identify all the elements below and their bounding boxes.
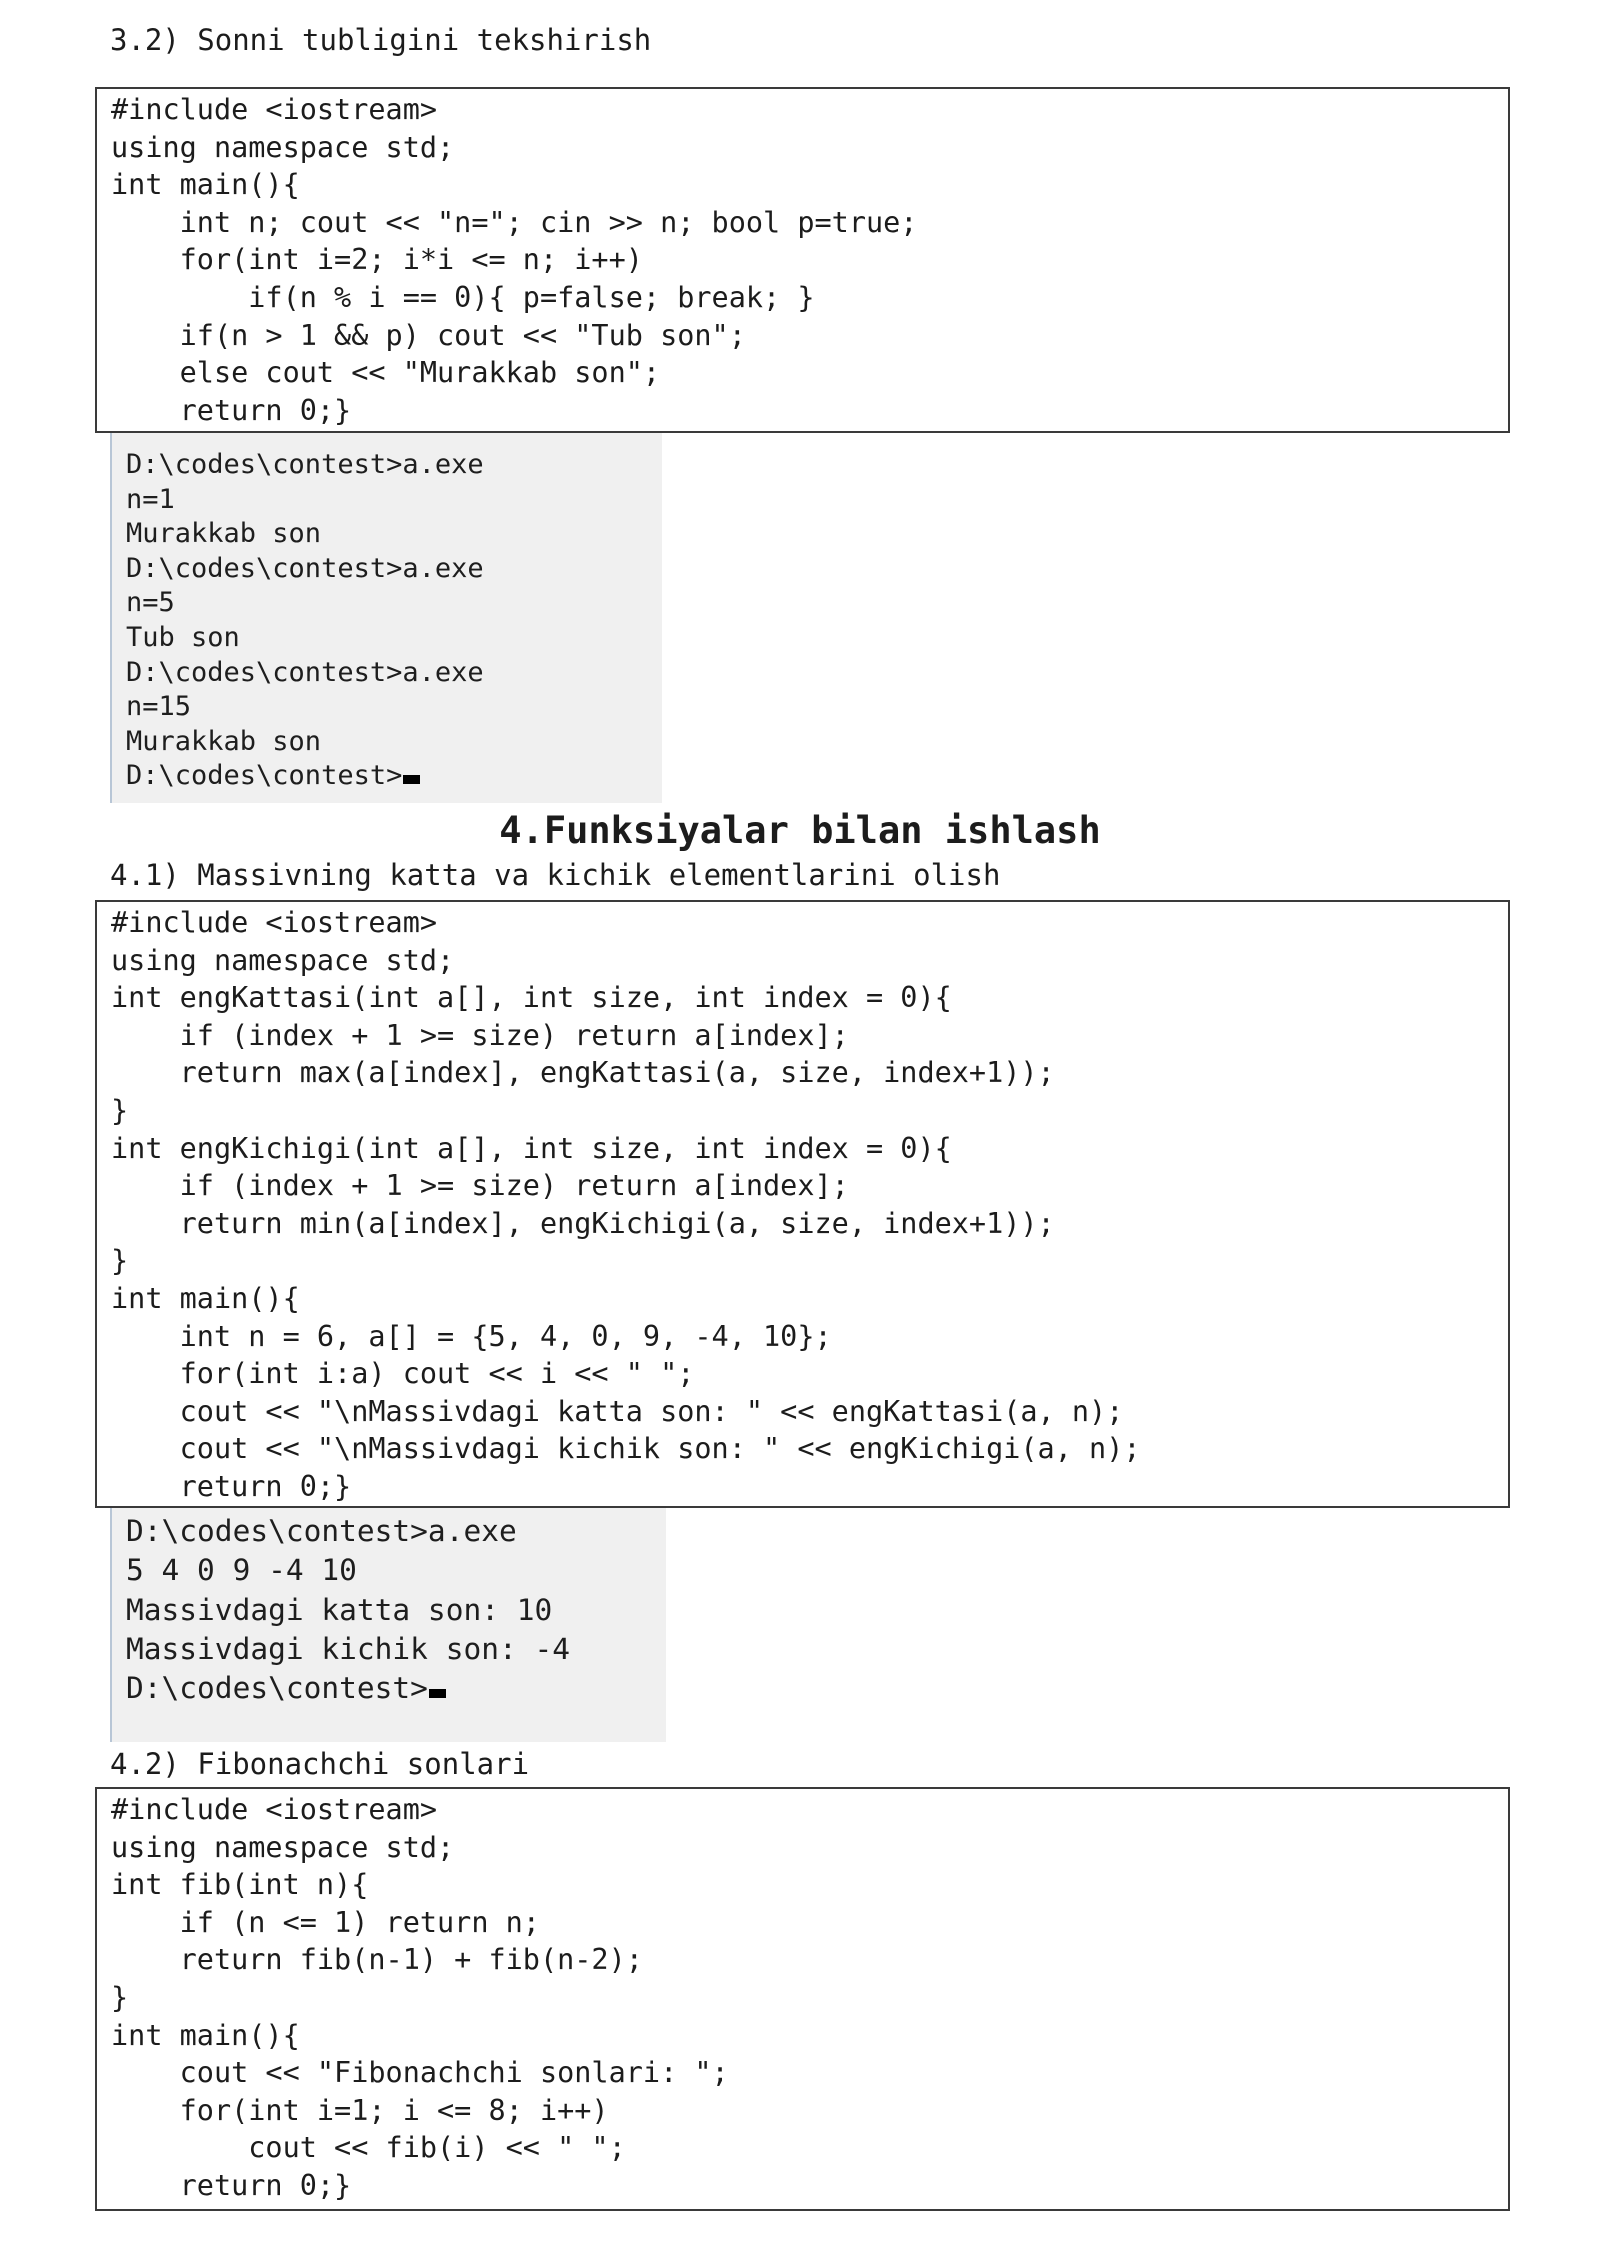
code-listing-fibonacci: #include <iostream> using namespace std; int fib(int n){ if (n <= 1) return n; return fib(n-1) + fib(n-2); } int main(){ cout << "Fibonachchi sonlari: "; for(int i=1; i <= 8; i++) cout << fib(i) << " "; return 0;} xyxy=(111,1793,729,2202)
section-caption-4-2: 4.2) Fibonachchi sonlari xyxy=(110,1747,530,1781)
code-box-min-max xyxy=(95,900,1510,1508)
code-listing-prime-check: #include <iostream> using namespace std; int main(){ int n; cout << "n="; cin >> n; bool p=true; for(int i=2; i*i <= n; i++) if(n % i == 0){ p=false; break; } if(n > 1 && p) cout << "Tub son"; else cout << "Murakkab son"; return 0;} xyxy=(111,93,918,427)
console-cursor xyxy=(429,1689,446,1698)
console-text-min-max: D:\codes\contest>a.exe 5 4 0 9 -4 10 Massivdagi katta son: 10 Massivdagi kichik son: -4 D:\codes\contest> xyxy=(126,1514,571,1706)
code-box-fibonacci xyxy=(95,1787,1510,2211)
section-caption-4-1: 4.1) Massivning katta va kichik elementlarini olish xyxy=(110,858,1001,892)
console-cursor xyxy=(403,775,420,784)
console-output-prime-check xyxy=(110,433,662,803)
chapter-title: 4.Funksiyalar bilan ishlash xyxy=(499,809,1101,852)
console-text-prime-check: D:\codes\contest>a.exe n=1 Murakkab son D:\codes\contest>a.exe n=5 Tub son D:\codes\contest>a.exe n=15 Murakkab son D:\codes\contest> xyxy=(126,449,484,792)
code-box-prime-check xyxy=(95,87,1510,433)
console-output-min-max xyxy=(110,1508,666,1742)
code-listing-min-max: #include <iostream> using namespace std; int engKattasi(int a[], int size, int index = 0){ if (index + 1 >= size) return a[index]; return max(a[index], engKattasi(a, size, index+1)); } int engKichigi(int a[], int size, int index = 0){ if (index + 1 >= size) return a[index]; return min(a[index], engKichigi(a, size, index+1)); } int main(){ int n = 6, a[] = {5, 4, 0, 9, -4, 10}; for(int i:a) cout << i << " "; cout << "\nMassivdagi katta son: " << engKattasi(a, n); cout << "\nMassivdagi kichik son: " << engKichigi(a, n); return 0;} xyxy=(111,906,1141,1503)
section-caption-3-2: 3.2) Sonni tubligini tekshirish xyxy=(110,23,652,57)
